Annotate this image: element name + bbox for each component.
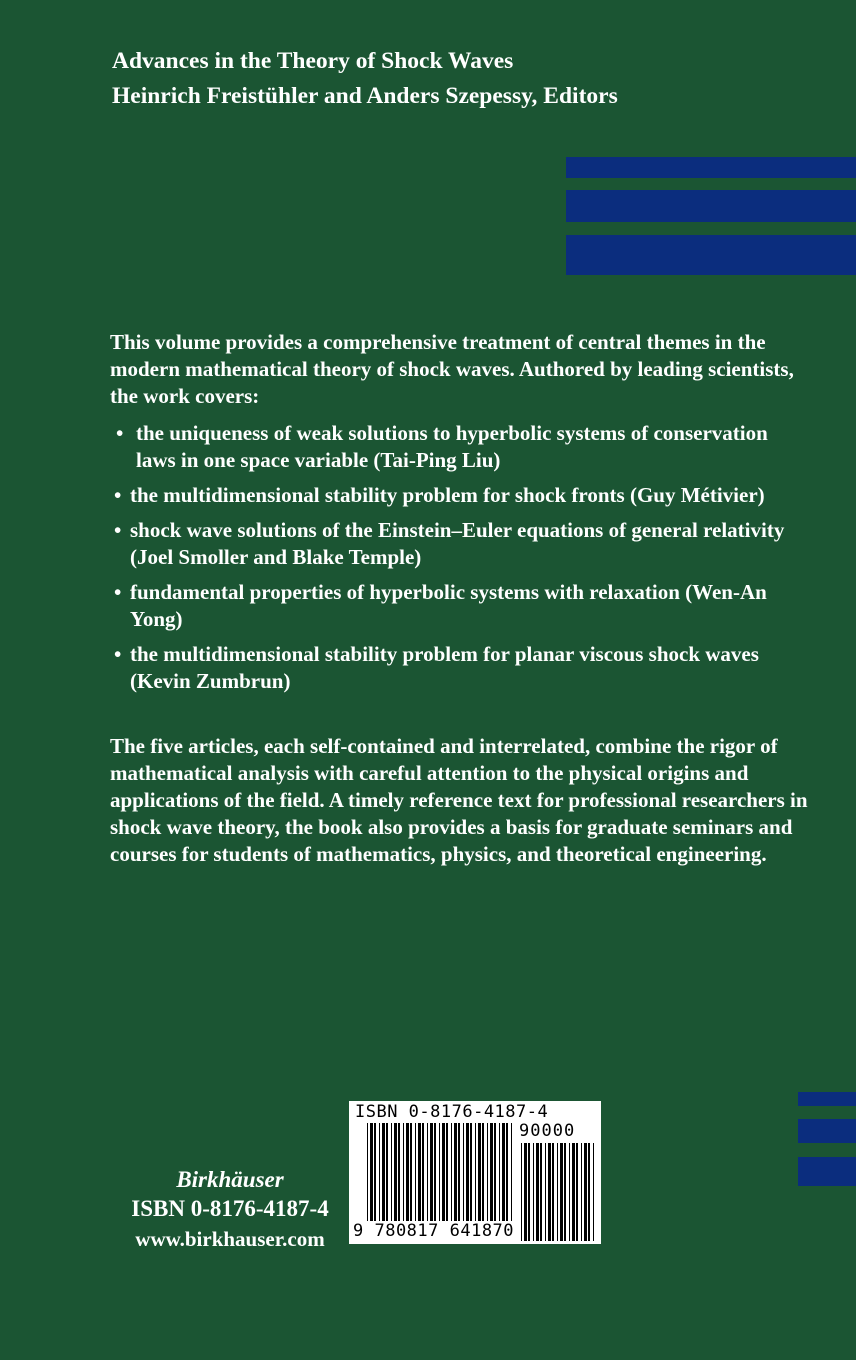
topics-list [110, 420, 810, 703]
book-editors: Heinrich Freistühler and Anders Szepessy, Editors [112, 83, 618, 109]
barcode-bar [418, 1123, 421, 1221]
header [112, 44, 618, 114]
barcode-bar [521, 1143, 522, 1241]
barcode-bar [482, 1123, 484, 1221]
barcode-bar [422, 1123, 424, 1221]
barcode-bar [367, 1123, 368, 1221]
barcode-bar [382, 1123, 385, 1221]
barcode-bar [552, 1143, 554, 1241]
publisher-block [110, 1166, 350, 1254]
barcode-bar [511, 1123, 512, 1221]
barcode-bar [442, 1123, 445, 1221]
decorative-stripe [566, 190, 856, 222]
barcode-bar [391, 1123, 392, 1221]
publisher-isbn: ISBN 0-8176-4187-4 [131, 1196, 329, 1221]
barcode-bar [394, 1123, 397, 1221]
barcode-addon-digits: 90000 [519, 1121, 576, 1141]
barcode-bar [494, 1123, 496, 1221]
barcode-bar [427, 1123, 428, 1221]
barcode-bar [569, 1143, 570, 1241]
decorative-stripe [798, 1157, 856, 1186]
list-item [110, 420, 810, 474]
barcode-bar [584, 1143, 587, 1241]
barcode-bar [454, 1123, 457, 1221]
barcode-bar [403, 1123, 404, 1221]
barcode-bar [434, 1123, 436, 1221]
barcode-bar [560, 1143, 563, 1241]
barcode-bar [540, 1143, 542, 1241]
barcode-bar [593, 1143, 594, 1241]
barcode-bar [446, 1123, 448, 1221]
barcode-isbn-label: ISBN 0-8176-4187-4 [355, 1102, 549, 1122]
list-item [110, 641, 810, 695]
barcode [349, 1101, 601, 1244]
barcode-bar [564, 1143, 566, 1241]
list-item-text: the multidimensional stability problem for shock fronts (Guy Métivier) [130, 483, 765, 507]
barcode-bar [502, 1123, 505, 1221]
barcode-bar [475, 1123, 476, 1221]
barcode-digits: 9 780817 641870 [353, 1221, 515, 1241]
list-item [110, 482, 810, 509]
barcode-bar [398, 1123, 400, 1221]
barcode-bar [463, 1123, 464, 1221]
barcode-bar [572, 1143, 575, 1241]
outro-paragraph: The five articles, each self-contained and interrelated, combine the rigor of mathematical analysis with careful attention to the physical origins and applications of the field. A timely reference text for professional researchers in shock wave theory, the book also provides a basis for graduate seminars and courses for students of mathematics, physics, and theoretical engineering. [110, 734, 808, 866]
barcode-bar [470, 1123, 472, 1221]
barcode-bar [374, 1123, 376, 1221]
barcode-bar [490, 1123, 493, 1221]
publisher-url: www.birkhauser.com [135, 1227, 325, 1251]
decorative-stripe [566, 157, 856, 178]
barcode-bar [576, 1143, 578, 1241]
barcode-bar [439, 1123, 440, 1221]
bullet-icon: • [114, 580, 122, 604]
list-item [110, 517, 810, 571]
list-item [110, 579, 810, 633]
barcode-bar [581, 1143, 582, 1241]
list-item-text: the uniqueness of weak solutions to hyperbolic systems of conservation laws in one space variable (Tai-Ping Liu) [136, 421, 768, 472]
barcode-bar [406, 1123, 409, 1221]
barcode-bar [545, 1143, 546, 1241]
barcode-bar [487, 1123, 488, 1221]
intro-paragraph: This volume provides a comprehensive treatment of central themes in the modern mathematical theory of shock waves. Authored by leading scientists, the work covers: [110, 330, 794, 408]
bullet-icon: • [114, 642, 122, 666]
barcode-bar [451, 1123, 452, 1221]
barcode-bar [588, 1143, 590, 1241]
barcode-bar [528, 1143, 530, 1241]
barcode-bar [379, 1123, 380, 1221]
barcode-bar [478, 1123, 481, 1221]
barcode-bar [557, 1143, 558, 1241]
barcode-bar [536, 1143, 539, 1241]
bullet-icon: • [114, 483, 122, 507]
barcode-bar [415, 1123, 416, 1221]
barcode-bar [386, 1123, 388, 1221]
decorative-stripe [798, 1092, 856, 1106]
barcode-bar [506, 1123, 508, 1221]
book-title: Advances in the Theory of Shock Waves [112, 48, 514, 74]
barcode-bar [524, 1143, 527, 1241]
decorative-stripe [798, 1119, 856, 1143]
barcode-bar [533, 1143, 534, 1241]
decorative-stripe [566, 235, 856, 275]
barcode-bar [548, 1143, 551, 1241]
barcode-bar [410, 1123, 412, 1221]
bullet-icon: • [116, 421, 124, 445]
barcode-bar [458, 1123, 460, 1221]
barcode-bar [499, 1123, 500, 1221]
barcode-bar [370, 1123, 373, 1221]
list-item-text: fundamental properties of hyperbolic systems with relaxation (Wen-An Yong) [130, 580, 767, 631]
bullet-icon: • [114, 518, 122, 542]
barcode-bar [466, 1123, 469, 1221]
list-item-text: the multidimensional stability problem for planar viscous shock waves (Kevin Zumbrun) [130, 642, 759, 693]
list-item-text: shock wave solutions of the Einstein–Euler equations of general relativity (Joel Smoller and Blake Temple) [130, 518, 785, 569]
barcode-bar [430, 1123, 433, 1221]
publisher-name: Birkhäuser [176, 1167, 284, 1192]
